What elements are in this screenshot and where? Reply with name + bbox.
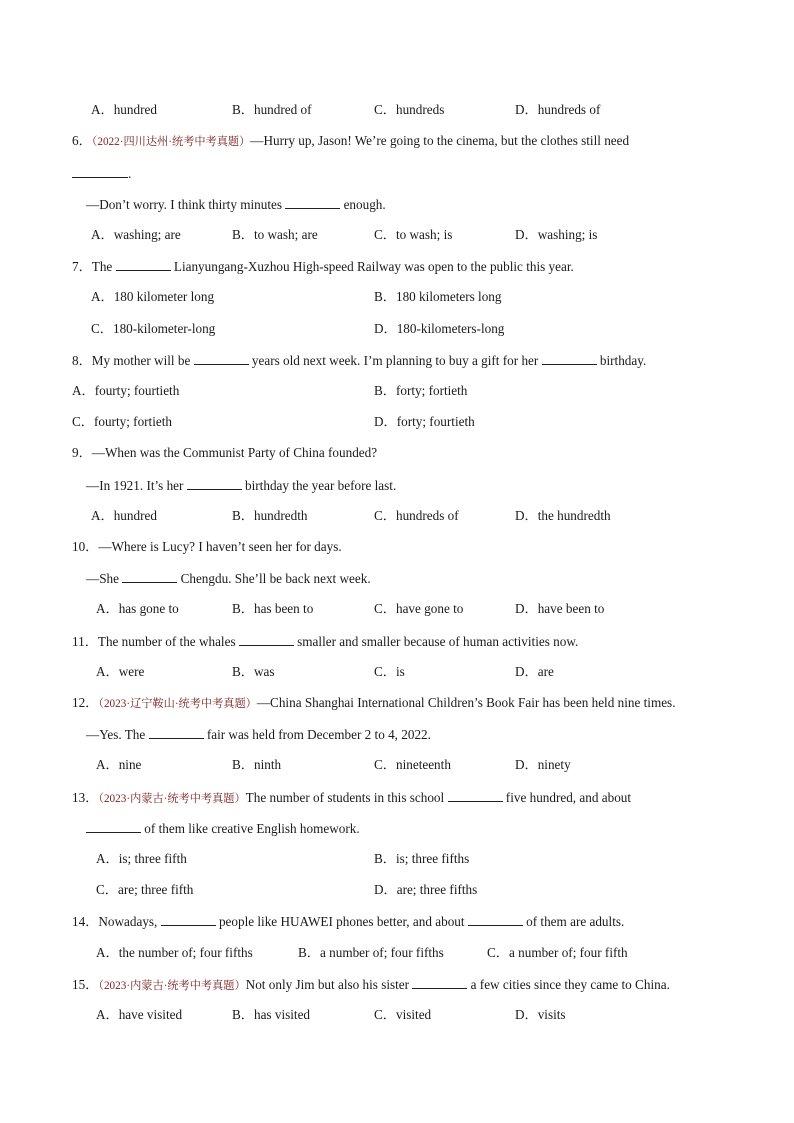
q13-stem [72,789,631,807]
q6-dialogue-b: enough. [343,197,386,212]
q10-option-a: A．has gone to [96,601,179,616]
q12-stem [72,695,676,712]
q10-stem: 10．—Where is Lucy? I haven’t seen her for days. [72,539,342,554]
q12-option-c: C．nineteenth [374,757,451,772]
q11-text-b: smaller and smaller because of human activities now. [297,634,579,649]
q9-stem: 9．—When was the Communist Party of China founded? [72,445,378,460]
q14-blank-2 [468,913,523,926]
q6-stem [72,133,629,150]
q10-option-c: C．have gone to [374,601,464,616]
q15-option-a: A．have visited [96,1007,183,1022]
q7-text-a: 7．The [72,259,113,274]
q11-option-d: D．are [515,664,554,679]
q9-text-b: birthday the year before last. [245,478,397,493]
q8-option-d: D．forty; fourtieth [374,414,475,429]
q14-option-c: C．a number of; four fifth [487,945,628,960]
q12-blank [149,726,204,739]
q13-source-tag: （2023·内蒙古·统考中考真题） [98,793,246,805]
q15-source-tag: （2023·内蒙古·统考中考真题） [98,980,246,992]
q6-blank [72,165,128,178]
q6-dialogue-blank [285,196,340,209]
q6-option-b: B．to wash; are [232,227,318,242]
q15-text-b: a few cities since they came to China. [470,977,670,992]
q14-stem [72,913,624,930]
q12-source-tag: （2023·辽宁鞍山·统考中考真题） [98,698,257,710]
q11-option-a: A．were [96,664,145,679]
q9-option-d: D．the hundredth [515,508,611,523]
q9-blank [187,477,242,490]
q11-text-a: 11．The number of the whales [72,634,236,649]
q7-option-d: D．180-kilometers-long [374,321,505,336]
q14-text-b: people like HUAWEI phones better, and about [218,914,465,929]
q14-text-c: of them are adults. [526,914,625,929]
q7-stem [72,258,574,275]
q7-option-b: B．180 kilometers long [374,289,502,304]
q9-option-a: A．hundred [91,508,157,523]
q12-number: 12． [72,695,99,710]
q13-text-a: The number of students in this school [245,790,445,805]
q8-blank-1 [194,352,249,365]
q6-option-d: D．washing; is [515,227,598,242]
q7-blank [116,258,171,271]
q10-option-d: D．have been to [515,601,605,616]
q12-option-a: A．nine [96,757,142,772]
q8-stem [72,352,646,369]
q8-text-a: 8．My mother will be [72,353,191,368]
q15-stem [72,976,670,994]
q10-text-a: —She [86,571,119,586]
q13-blank-2 [86,820,141,833]
q5-option-b: B．hundred of [232,102,312,117]
q10-option-b: B．has been to [232,601,314,616]
q7-option-a: A．180 kilometer long [91,289,215,304]
q8-blank-2 [542,352,597,365]
q9-text-a: —In 1921. It’s her [86,478,184,493]
q14-option-a: A．the number of; four fifths [96,945,253,960]
q13-option-c: C．are; three fifth [96,882,194,897]
q14-option-b: B．a number of; four fifths [298,945,444,960]
q5-option-d: D．hundreds of [515,102,601,117]
q12-option-b: B．ninth [232,757,282,772]
q15-number: 15． [72,977,99,992]
q6-dialogue-a: —Don’t worry. I think thirty minutes [86,197,282,212]
q13-text-c: of them like creative English homework. [144,821,360,836]
q11-option-c: C．is [374,664,405,679]
q11-blank [239,633,294,646]
q13-option-d: D．are; three fifths [374,882,478,897]
q14-blank-1 [161,913,216,926]
q13-stem-line2 [86,820,360,837]
q6-option-a: A．washing; are [91,227,181,242]
q13-text-b: five hundred, and about [505,790,632,805]
q6-option-c: C．to wash; is [374,227,453,242]
q12-text: —China Shanghai International Children’s Book Fair has been held nine times. [256,695,676,710]
q12-text-b: fair was held from December 2 to 4, 2022. [206,727,431,742]
q12-dialogue [86,726,431,743]
q10-dialogue [86,570,371,587]
q13-option-b: B．is; three fifths [374,851,470,866]
q13-option-a: A．is; three fifth [96,851,187,866]
q15-text-a: Not only Jim but also his sister [245,977,410,992]
q14-text-a: 14．Nowadays, [72,914,158,929]
q9-option-c: C．hundreds of [374,508,459,523]
q8-option-a: A．fourty; fourtieth [72,383,180,398]
q15-option-d: D．visits [515,1007,566,1022]
q8-option-b: B．forty; fortieth [374,383,468,398]
q11-option-b: B．was [232,664,275,679]
q9-option-b: B．hundredth [232,508,308,523]
q8-text-b: years old next week. I’m planning to buy a gift for her [251,353,539,368]
q13-number: 13． [72,790,99,805]
q8-text-c: birthday. [599,353,647,368]
q10-text-b: Chengdu. She’ll be back next week. [180,571,371,586]
q9-dialogue [86,477,396,494]
q5-option-a: A．hundred [91,102,157,117]
q6-stem-line2 [72,165,131,182]
q6-dialogue [86,196,386,213]
q8-option-c: C．fourty; fortieth [72,414,172,429]
q15-option-b: B．has visited [232,1007,311,1022]
q7-option-c: C．180-kilometer-long [91,321,216,336]
q6-text: —Hurry up, Jason! We’re going to the cinema, but the clothes still need [250,133,630,148]
q12-text-a: —Yes. The [86,727,146,742]
q6-stem-end: . [128,166,132,181]
q6-source-tag: （2022·四川达州·统考中考真题） [91,136,251,148]
q15-option-c: C．visited [374,1007,432,1022]
q11-stem [72,633,578,650]
q10-blank [122,570,177,583]
q5-option-c: C．hundreds [374,102,445,117]
q13-blank-1 [448,789,503,802]
q12-option-d: D．ninety [515,757,571,772]
q6-number: 6． [72,133,92,148]
q7-text-b: Lianyungang-Xuzhou High-speed Railway was open to the public this year. [173,259,574,274]
q15-blank [412,976,467,989]
